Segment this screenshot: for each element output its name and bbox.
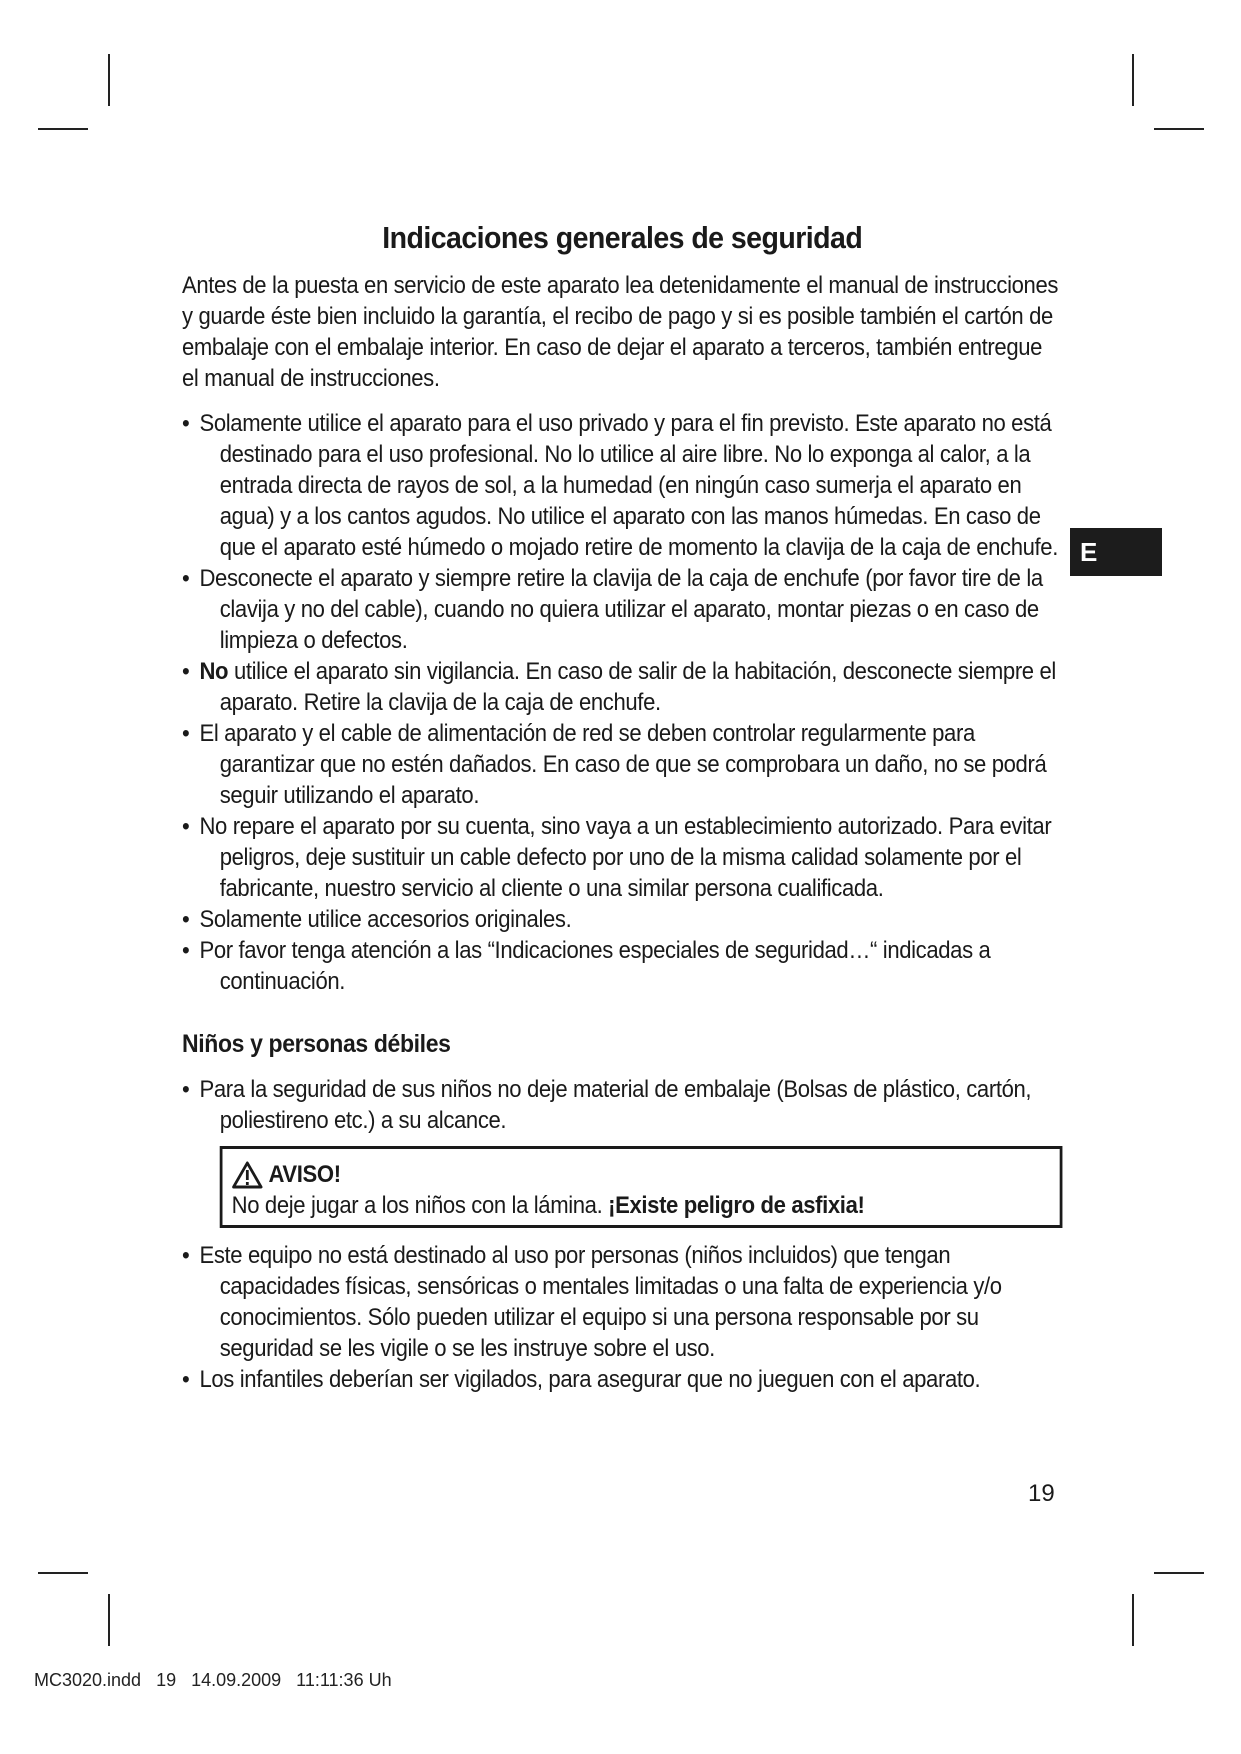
list-item: • Solamente utilice accesorios originales. bbox=[182, 904, 1062, 935]
list-item: • Este equipo no está destinado al uso por personas (niños incluidos) que tengan capacidades físicas, sensóricas o mentales limitadas o una falta de experiencia y/o conocimientos. Sólo pueden utilizar el equipo si una persona responsable por su seguridad se les vigile o se les instruye sobre el uso. bbox=[182, 1240, 1062, 1364]
warning-text-bold: ¡Existe peligro de asfixia! bbox=[608, 1192, 865, 1219]
list-item: • Los infantiles deberían ser vigilados, para asegurar que no jueguen con el aparato. bbox=[182, 1364, 1062, 1395]
warning-triangle-icon bbox=[232, 1161, 263, 1189]
safety-list bbox=[182, 408, 1062, 997]
warning-title-text: AVISO! bbox=[268, 1161, 341, 1188]
emphasis-no: No bbox=[199, 658, 229, 685]
list-item: • Por favor tenga atención a las “Indicaciones especiales de seguridad…“ indicadas a continuación. bbox=[182, 935, 1062, 997]
warning-text-plain: No deje jugar a los niños con la lámina. bbox=[231, 1192, 609, 1219]
section-heading-children: Niños y personas débiles bbox=[182, 1030, 451, 1058]
list-item: • Desconecte el aparato y siempre retire la clavija de la caja de enchufe (por favor tire de la clavija y no del cable), cuando no quiera utilizar el aparato, montar piezas o en caso de limpieza o defectos. bbox=[182, 563, 1062, 656]
page-content bbox=[182, 218, 1059, 1395]
warning-title bbox=[232, 1159, 1051, 1190]
crop-mark-bottom-right-vertical bbox=[1132, 1594, 1134, 1646]
crop-mark-top-right-vertical bbox=[1132, 54, 1134, 106]
crop-mark-bottom-right-horizontal bbox=[1154, 1572, 1204, 1574]
children-list bbox=[182, 1074, 1062, 1136]
list-item: • Para la seguridad de sus niños no deje material de embalaje (Bolsas de plástico, cartón, poliestireno etc.) a su alcance. bbox=[182, 1074, 1062, 1136]
list-item: • Solamente utilice el aparato para el uso privado y para el fin previsto. Este aparato no está destinado para el uso profesional. No lo utilice al aire libre. No lo exponga al calor, a la entrada directa de rayos de sol, a la humedad (en ningún caso sumerja el aparato en agua) y a los cantos agudos. No utilice el aparato con las manos húmedas. En caso de que el aparato esté húmedo o mojado retire de momento la clavija de la caja de enchufe. bbox=[182, 408, 1062, 563]
list-item-text: utilice el aparato sin vigilancia. En caso de salir de la habitación, desconecte siempre el aparato. Retire la clavija de la caja de enchufe. bbox=[219, 658, 1056, 716]
warning-box bbox=[220, 1146, 1063, 1228]
page-title: Indicaciones generales de seguridad bbox=[382, 220, 863, 255]
list-item: • No repare el aparato por su cuenta, sino vaya a un establecimiento autorizado. Para evitar peligros, deje sustituir un cable defecto por uno de la misma calidad solamente por el fabricante, nuestro servicio al cliente o una similar persona cualificada. bbox=[182, 811, 1062, 904]
crop-mark-top-right-horizontal bbox=[1154, 128, 1204, 130]
crop-mark-top-left-vertical bbox=[108, 54, 110, 106]
footer-slug: MC3020.indd 19 14.09.2009 11:11:36 Uh bbox=[34, 1670, 392, 1690]
crop-mark-top-left-horizontal bbox=[38, 128, 88, 130]
crop-mark-bottom-left-vertical bbox=[108, 1594, 110, 1646]
intro-paragraph: Antes de la puesta en servicio de este aparato lea detenidamente el manual de instrucciones y guarde éste bien incluido la garantía, el recibo de pago y si es posible también el cartón de embalaje con el embalaje interior. En caso de dejar el aparato a terceros, también entregue el manual de instrucciones. bbox=[182, 272, 1059, 392]
list-item: • El aparato y el cable de alimentación de red se deben controlar regularmente para garantizar que no estén dañados. En caso de que se comprobara un daño, no se podrá seguir utilizando el aparato. bbox=[182, 718, 1062, 811]
language-tab: E bbox=[1070, 528, 1162, 576]
crop-mark-bottom-left-horizontal bbox=[38, 1572, 88, 1574]
warning-text bbox=[232, 1190, 1051, 1221]
page-number: 19 bbox=[1028, 1480, 1055, 1507]
children-list-continued bbox=[182, 1240, 1062, 1395]
list-item bbox=[182, 656, 1062, 718]
